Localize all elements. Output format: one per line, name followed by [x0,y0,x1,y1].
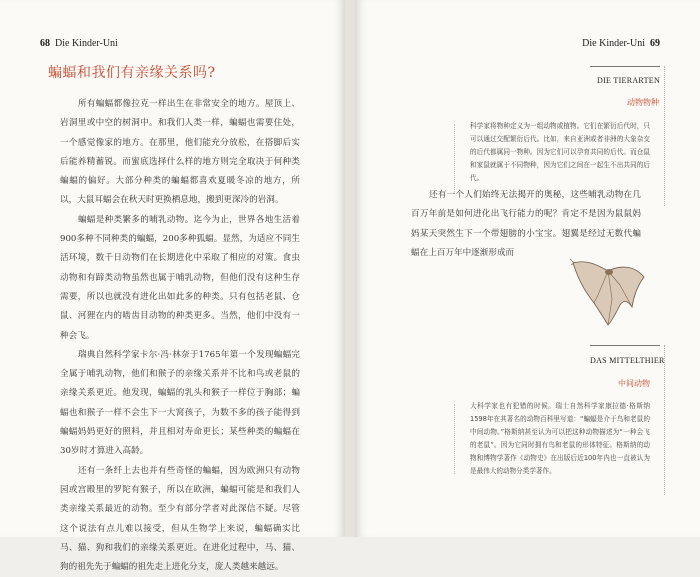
bat-illustration [568,255,648,335]
sidebar-rule [590,345,660,346]
sidebar-box-species [470,120,650,185]
paragraph: 蝙蝠是种类繁多的哺乳动物。迄今为止，世界各地生活着900多种不同种类的蝙蝠，200多种狐蝠。显然，为适应不同生活环境，数千日动物们在长期进化中采取了相应的对策。食虫动物和有蹄类动物虽然也属于哺乳动物，但他们没有这种生存需要，所以也就没有进化出如此多的种类。只有包括老鼠、仓鼠、河狸在内的啮齿目动物的种类更多。当然，他们中没有一种会飞。 [60,214,300,341]
right-running-header [582,38,660,49]
left-body-text [60,95,300,577]
bat-drawing [568,255,648,335]
sidebar-sublabel: 中间动物 [618,379,650,388]
left-page [0,0,345,573]
sidebar-text: 大科学家也有犯错的时候。瑞士自然科学家康拉德·格斯纳1598年在其著名的动物百科里写道：“蝙蝠是介于鸟和老鼠的中间动物。”格斯纳甚至认为可以把这种动物描述为“一种会飞的老鼠”。因为它同时拥有鸟和老鼠的形体特征。格斯纳的动物和博物学著作《动物史》在出版后近100年内也一直被认为是最伟大的动物分类学著作。 [470,402,650,475]
sidebar-vertical-dotted-line [664,66,665,206]
sidebar-label: DIE TIERARTEN [597,76,661,85]
right-running-head: Die Kinder-Uni [582,38,645,49]
left-running-head: Die Kinder-Uni [55,38,118,49]
paragraph: 还有一个人们始终无法揭开的奥秘，这些哺乳动物在几百万年前是如何进化出飞行能力的呢？肯定不是因为鼠鼠妈妈某天突然生下一个带翅膀的小宝宝。翅翼是经过无数代蝙蝠在上百万年中逐渐形成而 [411,190,641,258]
paragraph: 所有蝙蝠都像拉克一样出生在非常安全的地方。屋顶上、岩洞里或中空的树洞中。和我们人类一样，蝙蝠也需要住处，一个感觉像家的地方。在那里，他们能充分放松，在搭脚后实后能养精蓄锐。而蜜底选择什么样的地方则完全取决于何种类蝙蝠的偏好。大部分种类的蝙蝠都喜欢夏暖冬凉的地方，所以，大鼠耳蝠会在秋天时更换栖息地，搬到更深冷的岩洞。 [60,99,300,206]
sidebar-dotted-rule [454,124,455,194]
sidebar-text: 科学家将物种定义为一组动物或植物。它们在繁衍后代时，只可以通过交配繁衍后代。比如，来自亚洲或者非洲的大象杂交的后代都属同一物种。因为它们可以孕育共同的后代。而仓鼠和家鼠就属于不同物种，因为它们之间在一起生不出共同的后代。 [470,122,650,182]
left-running-header [40,38,118,49]
sidebar-sublabel: 动物物种 [627,98,659,107]
sidebar-rule [590,66,660,67]
book-gutter [345,0,355,537]
paragraph: 还有一条纤上去也并有些奇怪的蝙蝠，因为欧洲只有动物园或宫殿里的罗陀有猴子，所以在欧洲，蝙蝠可能是和我们人类亲缘关系最近的动物。至少有部分学者对此深信不疑。尽管这个说法有点儿难以接受，但从生物学上来说，蝙蝠确实比马、猫、狗和我们的亲缘关系更近。在进化过程中，马、猫、狗的祖先先于蝙蝠的祖先走上进化分支，庞人类越来越远。 [60,465,300,573]
right-body-text [411,186,641,263]
right-page-number: 69 [650,38,660,49]
sidebar-dotted-rule [454,404,455,474]
paragraph: 瑞典自然科学家卡尔·冯·林奈于1765年第一个发现蝙蝠完全属于哺乳动物，他们和猴子的亲缘关系并不比和鸟或老鼠的亲缘关系更近。他发现，蝙蝠的乳头和猴子一样位于胸部；蝙蝠也和猴子一样不会生下一大窝孩子，为数不多的孩子能得到蝙蝠妈妈更好的照料，并且相对寿命更长；某些种类的蝙蝠在30岁时才算进入高龄。 [60,349,300,457]
left-page-number: 68 [40,38,50,49]
chapter-title: 蝙蝠和我们有亲缘关系吗? [48,65,216,81]
sidebar-box-intermediate-animal [470,400,650,478]
sidebar-vertical-dotted-line [664,345,665,495]
sidebar-label: DAS MITTELTHIER [590,356,665,365]
